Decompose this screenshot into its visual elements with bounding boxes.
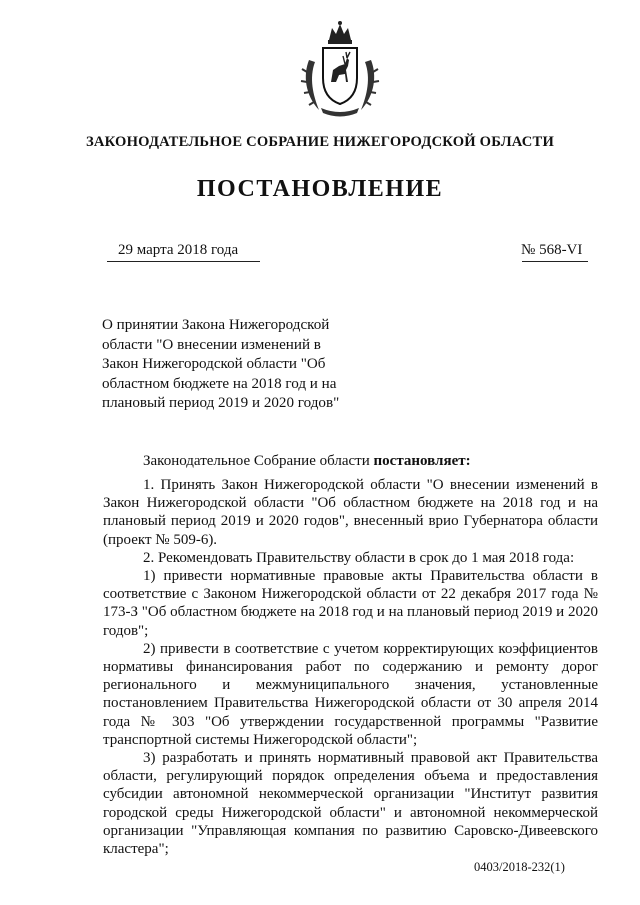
body-paragraph: 3) разработать и принять нормативный правовой акт Правительства области, регулирующий порядок определения объема и предоставления субсидии автономной некоммерческой организации "Институт развития городской среды Нижегородской области" и автономной некоммерческой организации "Управляющая компания по развитию Саровско-Дивеевского кластера"; (103, 750, 598, 858)
organization-title: ЗАКОНОДАТЕЛЬНОЕ СОБРАНИЕ НИЖЕГОРОДСКОЙ ОБЛАСТИ (85, 134, 555, 150)
document-number (521, 242, 582, 259)
document-subject (102, 316, 349, 414)
subject-line: области "О внесении изменений в (102, 336, 321, 353)
subject-line: Закон Нижегородской области "Об (102, 356, 326, 373)
number-prefix: № (521, 242, 536, 258)
body-paragraph: 1) привести нормативные правовые акты Правительства области в соответствие с Законом Нижегородской области от 22 декабря 2017 года № 173-З "Об областном бюджете на 2018 год и на плановый период 2019 и 2020 годов"; (103, 568, 598, 639)
coat-of-arms-icon (299, 20, 381, 118)
document-type: ПОСТАНОВЛЕНИЕ (196, 176, 444, 202)
subject-line: плановый период 2019 и 2020 годов" (102, 395, 340, 412)
document-body (103, 476, 598, 858)
subject-line: областном бюджете на 2018 год и на (102, 375, 337, 392)
document-date: 29 марта 2018 года (118, 242, 239, 258)
date-underline (107, 261, 260, 262)
body-paragraph: 2) привести в соответствие с учетом корректирующих коэффициентов нормативы финансирования работ по содержанию и ремонту дорог регионального и межмуниципального значения, установленные постановлением Правительства Нижегородской области от 30 апреля 2014 года № 303 "Об утверждении государственной программы "Развитие транспортной системы Нижегородской области"; (103, 640, 598, 748)
body-paragraph: 1. Принять Закон Нижегородской области "О внесении изменений в Закон Нижегородской области "Об областном бюджете на 2018 год и на плановый период 2019 и 2020 годов", внесенный врио Губернатора области (проект № 509-6). (103, 477, 598, 548)
decree-subject: Законодательное Собрание области (143, 453, 370, 469)
document-code: 0403/2018-232(1) (474, 860, 565, 874)
number-underline (522, 261, 588, 262)
subject-line: О принятии Закона Нижегородской (102, 317, 330, 333)
body-paragraph: 2. Рекомендовать Правительству области в срок до 1 мая 2018 года: (143, 549, 575, 566)
decree-intro (143, 453, 471, 470)
number-value: 568-VI (539, 242, 583, 258)
decree-verb: постановляет: (373, 453, 471, 469)
